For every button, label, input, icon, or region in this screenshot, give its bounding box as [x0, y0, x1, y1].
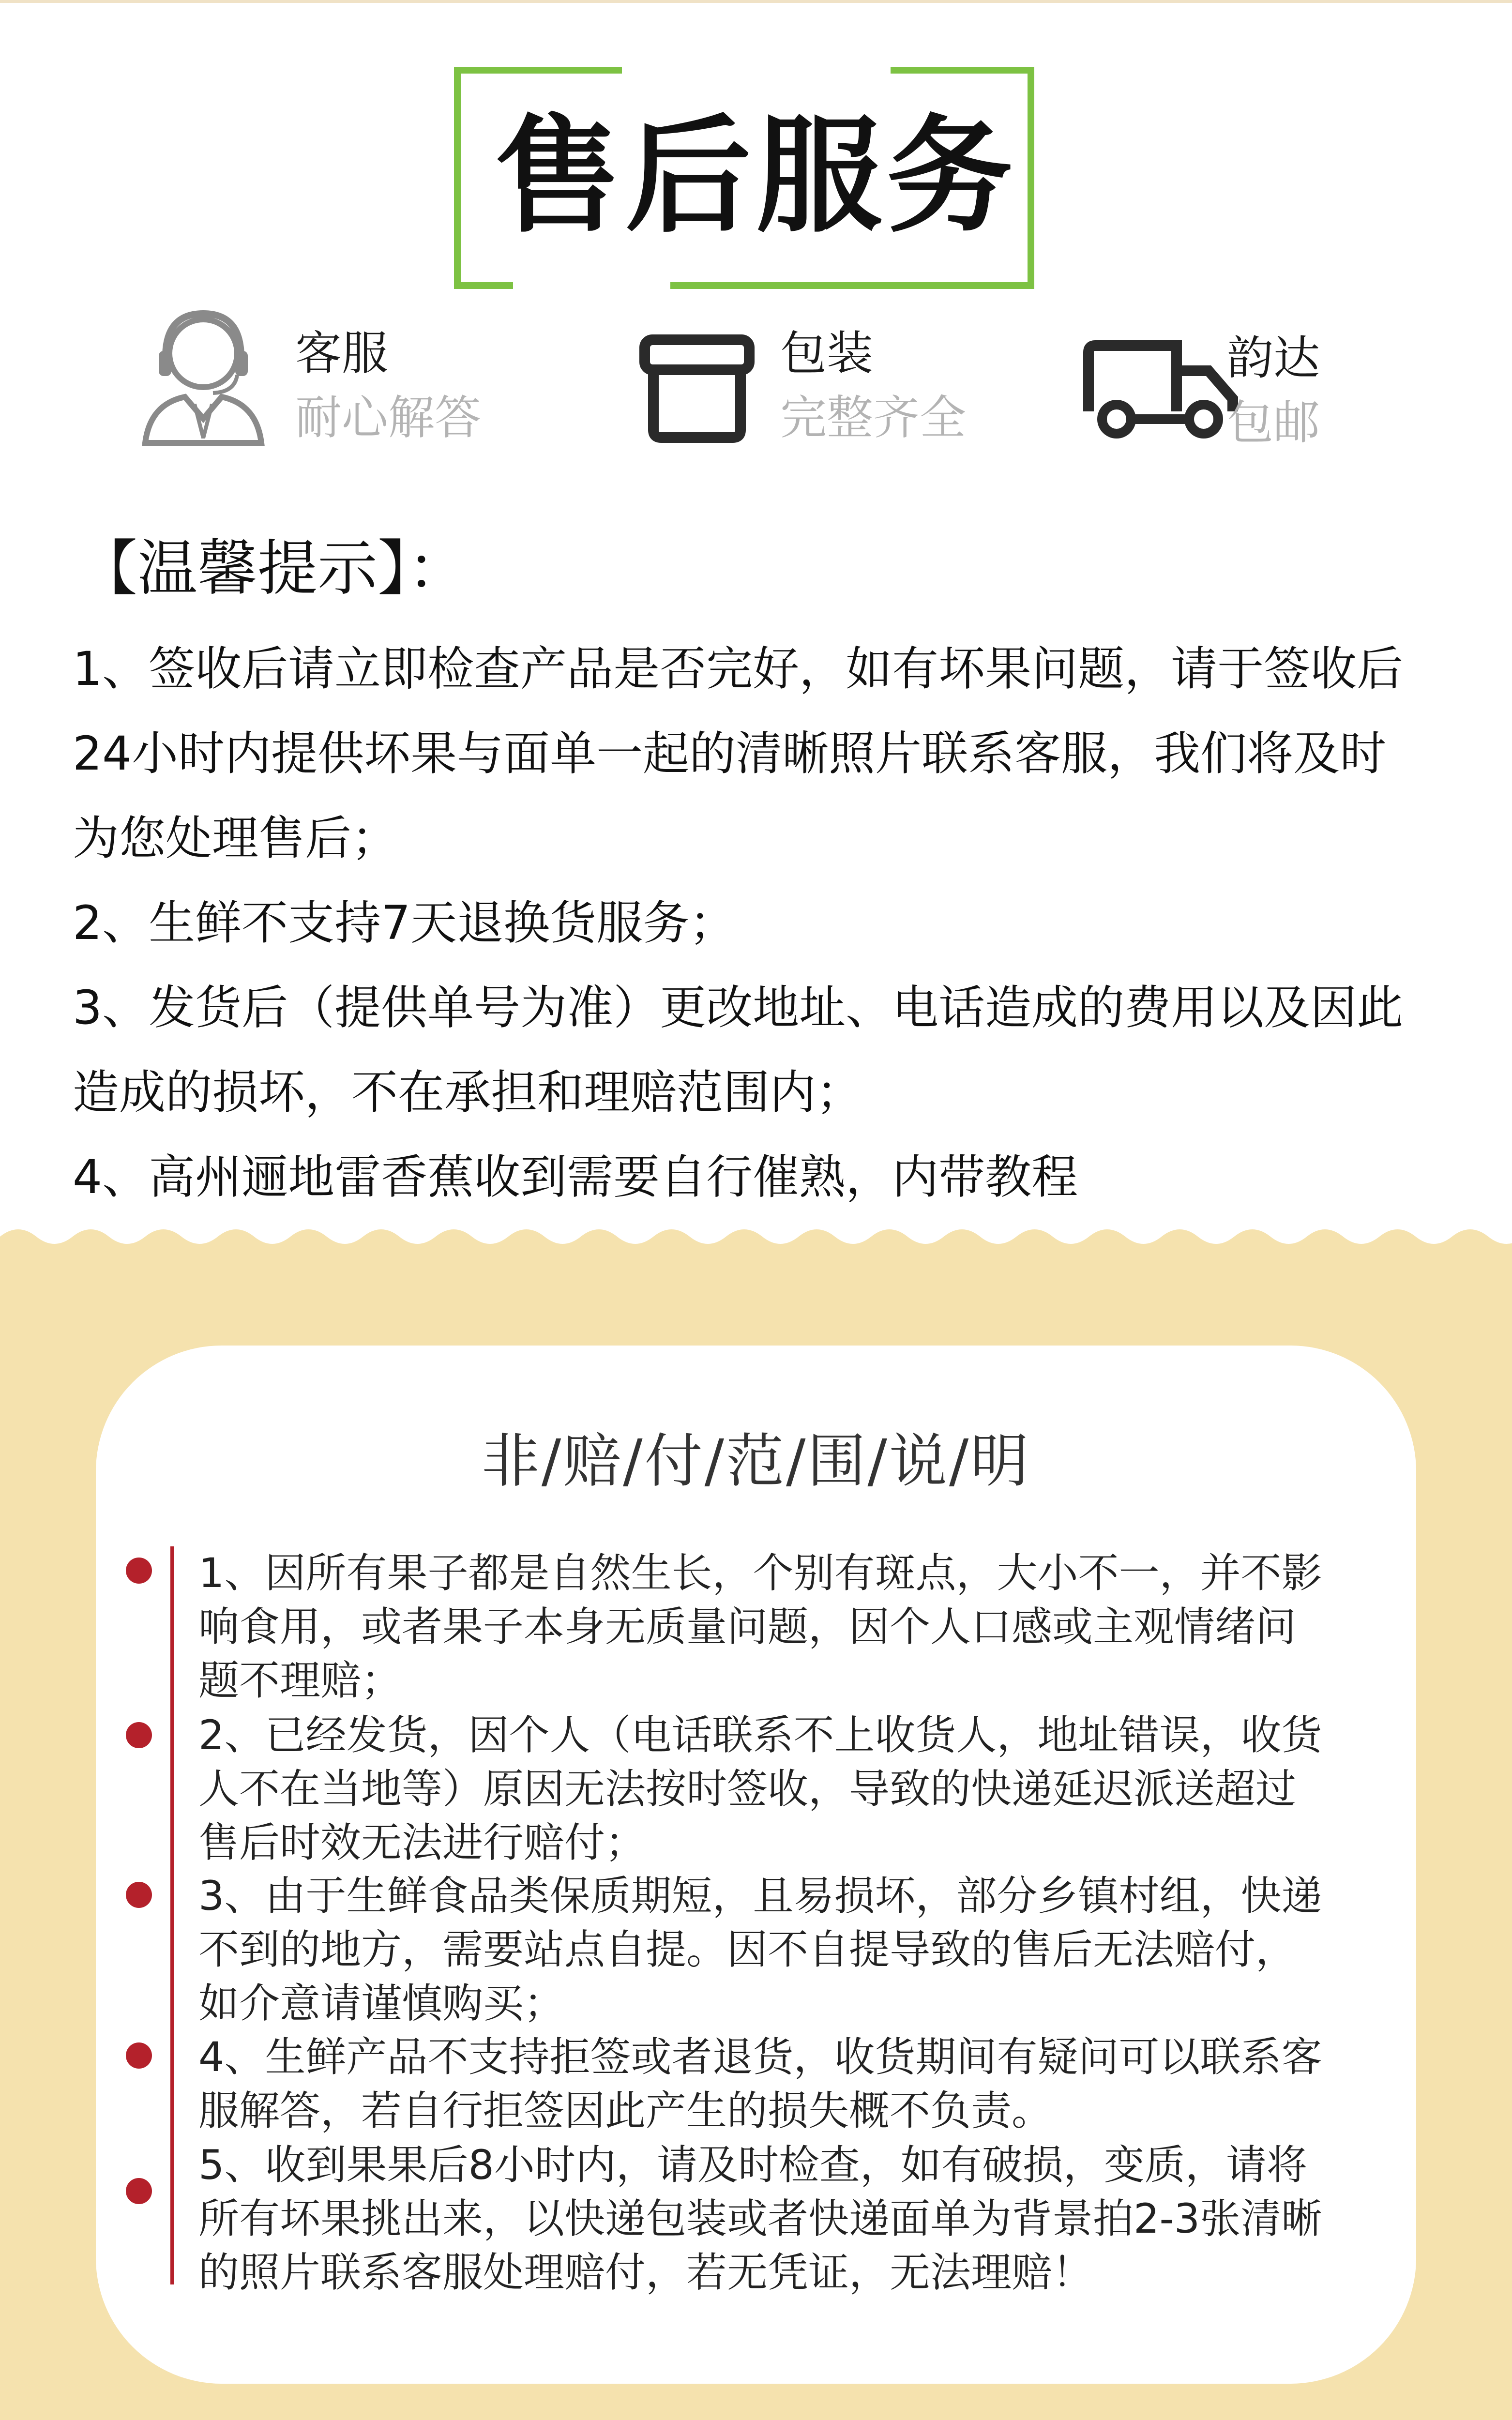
page-title: 售后服务 [495, 104, 1017, 250]
feature-subtitle-package: 完整齐全 [780, 391, 966, 445]
customer-service-icon [140, 305, 266, 450]
bullet-dot [126, 1882, 152, 1908]
bullet-dot [126, 1722, 152, 1748]
feature-subtitle-shipping: 包邮 [1227, 395, 1320, 450]
tip-line: 1、签收后请立即检查产品是否完好，如有坏果问题，请于签收后 [73, 642, 1404, 696]
tips-heading: 【温馨提示】： [77, 534, 468, 604]
bullet-dot [126, 1558, 152, 1584]
tip-line: 2、生鲜不支持7天退换货服务； [73, 896, 736, 950]
clause-line: 售后时效无法进行赔付； [198, 1819, 646, 1866]
clause-line: 题不理赔； [198, 1657, 402, 1704]
tip-line: 3、发货后（提供单号为准）更改地址、电话造成的费用以及因此 [73, 981, 1404, 1035]
clause-line: 响食用，或者果子本身无质量问题，因个人口感或主观情绪问 [198, 1603, 1297, 1650]
feature-title-service: 客服 [295, 326, 388, 380]
feature-subtitle-service: 耐心解答 [295, 391, 481, 445]
feature-title-package: 包装 [780, 326, 873, 380]
bullet-dot [126, 2042, 152, 2069]
delivery-truck-icon [1082, 339, 1241, 440]
clause-line: 所有坏果挑出来，以快递包装或者快递面单为背景拍2-3张清晰 [198, 2195, 1322, 2242]
card-divider-line [170, 1546, 174, 2284]
clause-line: 不到的地方，需要站点自提。因不自提导致的售后无法赔付， [198, 1926, 1297, 1973]
clause-line: 人不在当地等）原因无法按时签收，导致的快递延迟派送超过 [198, 1765, 1297, 1813]
tip-line: 4、高州逦地雷香蕉收到需要自行催熟，内带教程 [73, 1150, 1078, 1204]
clause-line: 1、因所有果子都是自然生长，个别有斑点，大小不一，并不影 [198, 1549, 1322, 1597]
tip-line: 为您处理售后； [73, 811, 398, 865]
clause-line: 服解答，若自行拒签因此产生的损失概不负责。 [198, 2087, 1053, 2134]
clause-line: 如介意请谨慎购买； [198, 1980, 565, 2027]
clause-line: 3、由于生鲜食品类保质期短，且易损坏，部分乡镇村组，快递 [198, 1872, 1322, 1920]
bullet-dot [126, 2178, 152, 2204]
tip-line: 24小时内提供坏果与面单一起的清晰照片联系客服，我们将及时 [73, 726, 1387, 781]
clause-line: 2、已经发货，因个人（电话联系不上收货人，地址错误，收货 [198, 1711, 1322, 1759]
feature-title-shipping: 韵达 [1227, 331, 1320, 385]
tip-line: 造成的损坏，不在承担和理赔范围内； [73, 1065, 862, 1119]
card-title: 非/赔/付/范/围/说/明 [481, 1428, 1031, 1495]
package-box-icon [639, 329, 755, 445]
clause-line: 4、生鲜产品不支持拒签或者退货，收货期间有疑问可以联系客 [198, 2033, 1322, 2081]
clause-line: 5、收到果果后8小时内，请及时检查，如有破损，变质，请将 [198, 2141, 1307, 2189]
clause-line: 的照片联系客服处理赔付，若无凭证，无法理赔！ [198, 2249, 1093, 2296]
